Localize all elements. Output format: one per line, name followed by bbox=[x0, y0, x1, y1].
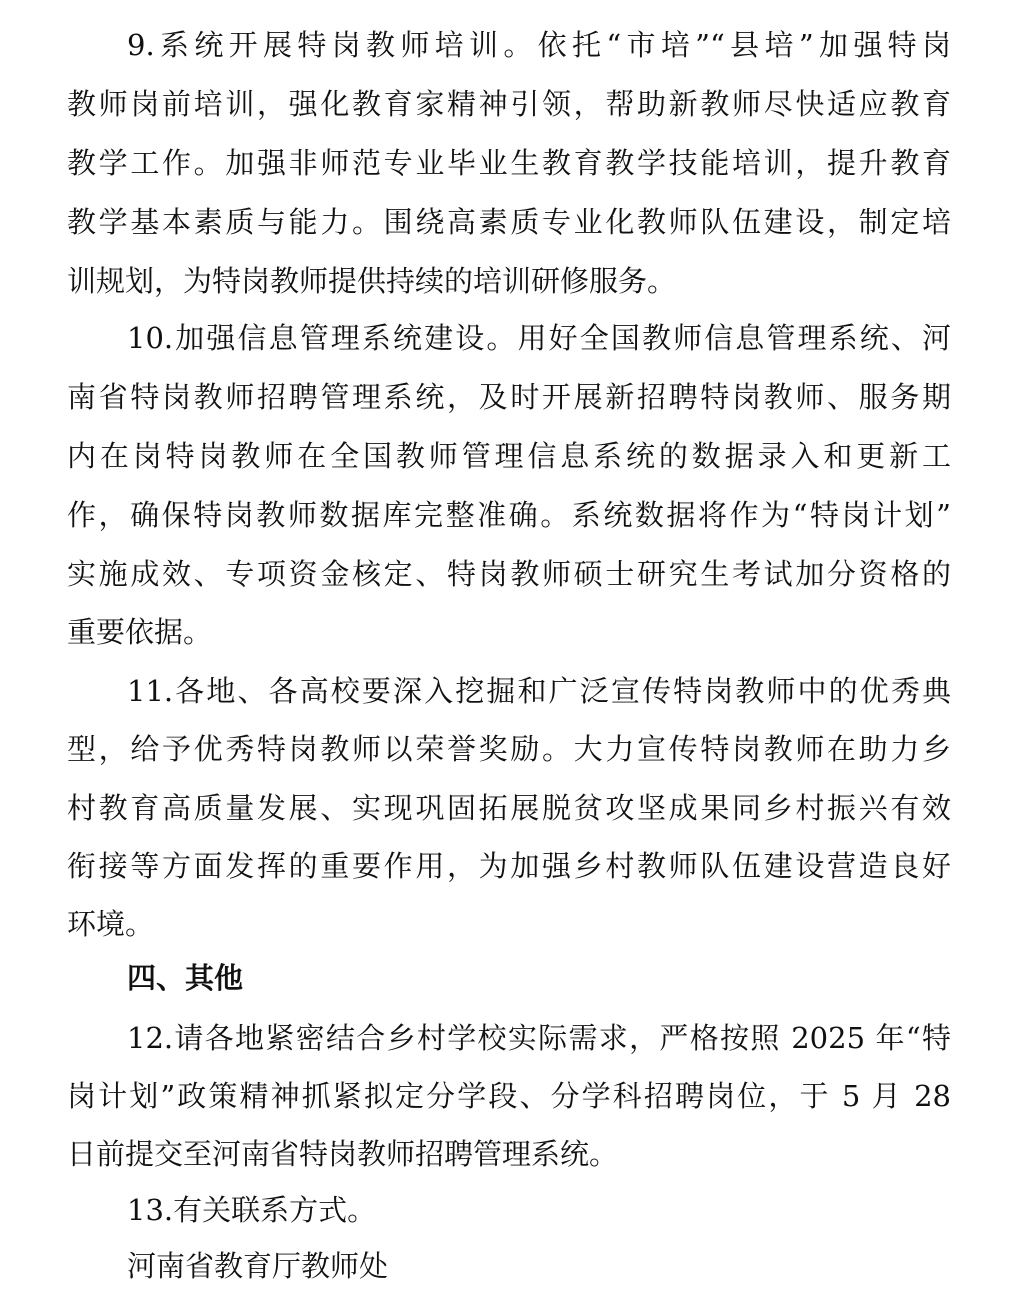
text-line: 日前提交至河南省特岗教师招聘管理系统。 bbox=[67, 1137, 619, 1171]
text-line: 环境。 bbox=[67, 907, 155, 941]
text-line: 村教育高质量发展、实现巩固拓展脱贫攻坚成果同乡村振兴有效 bbox=[67, 791, 951, 825]
text-line: 岗计划”政策精神抓紧拟定分学段、分学科招聘岗位，于 5 月 28 bbox=[67, 1079, 951, 1113]
text-line: 教学工作。加强非师范专业毕业生教育教学技能培训，提升教育 bbox=[67, 146, 951, 180]
text-line: 南省特岗教师招聘管理系统，及时开展新招聘特岗教师、服务期 bbox=[67, 380, 951, 414]
contact-department: 河南省教育厅教师处 bbox=[127, 1249, 389, 1283]
section-heading: 四、其他 bbox=[127, 961, 244, 995]
text-line: 教学基本素质与能力。围绕高素质专业化教师队伍建设，制定培 bbox=[67, 205, 951, 239]
text-line: 实施成效、专项资金核定、特岗教师硕士研究生考试加分资格的 bbox=[67, 557, 951, 591]
text-line: 11.各地、各高校要深入挖掘和广泛宣传特岗教师中的优秀典 bbox=[127, 674, 951, 708]
text-line: 重要依据。 bbox=[67, 615, 213, 649]
text-line: 训规划，为特岗教师提供持续的培训研修服务。 bbox=[67, 264, 677, 298]
text-line: 衔接等方面发挥的重要作用，为加强乡村教师队伍建设营造良好 bbox=[67, 849, 951, 883]
text-line: 10.加强信息管理系统建设。用好全国教师信息管理系统、河 bbox=[127, 321, 951, 355]
text-line: 教师岗前培训，强化教育家精神引领，帮助新教师尽快适应教育 bbox=[67, 87, 951, 121]
paragraph-13: 13.有关联系方式。 bbox=[127, 1193, 377, 1227]
text-line: 型，给予优秀特岗教师以荣誉奖励。大力宣传特岗教师在助力乡 bbox=[67, 732, 951, 766]
text-line: 作，确保特岗教师数据库完整准确。系统数据将作为“特岗计划” bbox=[67, 498, 951, 532]
text-line: 12.请各地紧密结合乡村学校实际需求，严格按照 2025 年“特 bbox=[127, 1021, 951, 1055]
text-line: 9.系统开展特岗教师培训。依托“市培”“县培”加强特岗 bbox=[127, 28, 951, 62]
text-line: 内在岗特岗教师在全国教师管理信息系统的数据录入和更新工 bbox=[67, 439, 951, 473]
